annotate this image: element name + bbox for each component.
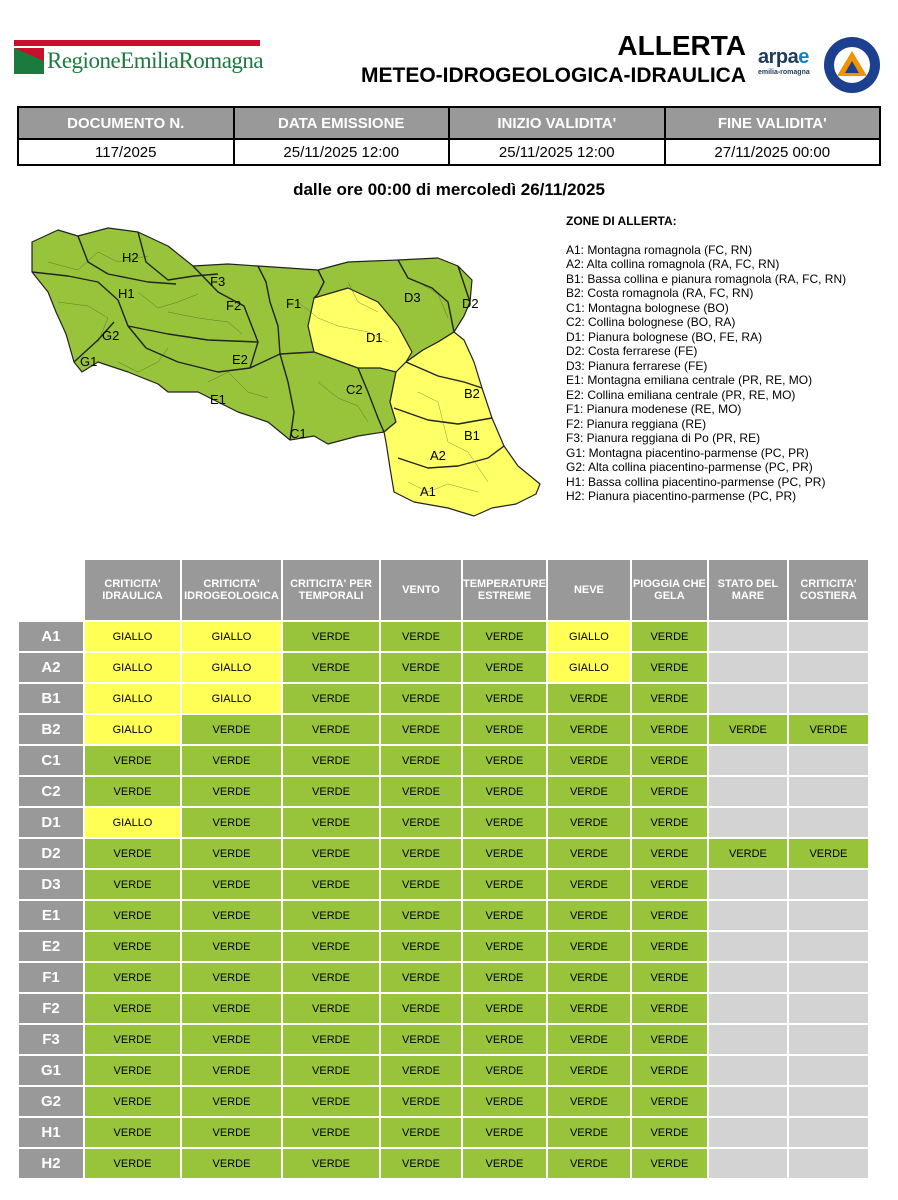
map-label-a2: A2	[430, 448, 446, 463]
risk-cell: VERDE	[547, 993, 631, 1024]
risk-cell: VERDE	[84, 931, 181, 962]
risk-cell: VERDE	[282, 1055, 380, 1086]
risk-row-a1	[18, 621, 869, 652]
risk-cell	[708, 745, 788, 776]
risk-row-e1	[18, 900, 869, 931]
risk-column-header-line: CRITICITA' PER	[290, 578, 372, 590]
risk-cell: VERDE	[181, 993, 282, 1024]
risk-cell: VERDE	[181, 1024, 282, 1055]
risk-cell: VERDE	[462, 745, 547, 776]
risk-cell: VERDE	[181, 1117, 282, 1148]
map-label-a1: A1	[420, 484, 436, 499]
zones-legend-item: A1: Montagna romagnola (FC, RN)	[566, 242, 753, 257]
map-label-h2: H2	[122, 250, 139, 265]
zones-legend-item: E1: Montagna emiliana centrale (PR, RE, MO)	[566, 373, 813, 387]
risk-cell: VERDE	[462, 652, 547, 683]
risk-cell: VERDE	[181, 900, 282, 931]
risk-column-header-line: COSTIERA	[800, 590, 857, 602]
risk-cell: VERDE	[462, 962, 547, 993]
risk-cell: VERDE	[380, 838, 462, 869]
risk-cell: VERDE	[547, 900, 631, 931]
risk-cell: VERDE	[181, 838, 282, 869]
risk-cell: VERDE	[181, 745, 282, 776]
risk-zone-label: F1	[18, 962, 84, 993]
risk-cell: VERDE	[631, 1055, 708, 1086]
risk-cell: VERDE	[547, 1024, 631, 1055]
risk-cell	[708, 652, 788, 683]
risk-column-header-line: NEVE	[573, 584, 604, 596]
risk-cell	[788, 1024, 869, 1055]
risk-cell: VERDE	[462, 1148, 547, 1179]
risk-cell: VERDE	[631, 1117, 708, 1148]
risk-row-f2	[18, 993, 869, 1024]
risk-cell	[788, 1148, 869, 1179]
risk-cell: VERDE	[547, 807, 631, 838]
risk-zone-label: D3	[18, 869, 84, 900]
risk-column-header-line: CRITICITA'	[104, 578, 161, 590]
risk-table-body	[18, 621, 869, 1179]
risk-row-f3	[18, 1024, 869, 1055]
risk-cell: VERDE	[788, 838, 869, 869]
risk-cell: VERDE	[282, 838, 380, 869]
risk-cell: VERDE	[380, 993, 462, 1024]
risk-cell: VERDE	[181, 962, 282, 993]
risk-zone-label: E2	[18, 931, 84, 962]
risk-zone-label: C2	[18, 776, 84, 807]
risk-cell	[788, 869, 869, 900]
risk-cell: VERDE	[708, 838, 788, 869]
risk-row-g2	[18, 1086, 869, 1117]
risk-column-header-line: ESTREME	[477, 590, 532, 602]
risk-cell: VERDE	[708, 714, 788, 745]
zones-legend-item: D1: Pianura bolognese (BO, FE, RA)	[566, 329, 763, 344]
risk-cell	[708, 869, 788, 900]
zones-legend-item: H2: Pianura piacentino-parmense (PC, PR)	[566, 489, 797, 503]
risk-cell: VERDE	[788, 714, 869, 745]
risk-cell	[788, 683, 869, 714]
zones-legend-item: F2: Pianura reggiana (RE)	[566, 416, 707, 431]
risk-cell: VERDE	[547, 869, 631, 900]
regione-emilia-romagna-logo	[14, 40, 264, 78]
risk-column-header	[181, 559, 282, 621]
risk-cell: VERDE	[631, 621, 708, 652]
risk-row-f1	[18, 962, 869, 993]
risk-cell: VERDE	[547, 683, 631, 714]
risk-zone-label: A1	[18, 621, 84, 652]
risk-cell: GIALLO	[84, 621, 181, 652]
risk-cell	[708, 621, 788, 652]
risk-cell: VERDE	[462, 869, 547, 900]
risk-cell: VERDE	[380, 683, 462, 714]
risk-cell: VERDE	[462, 776, 547, 807]
risk-column-header-line: GELA	[654, 590, 685, 602]
risk-column-header-line: VENTO	[402, 584, 440, 596]
zones-legend-item: B2: Costa romagnola (RA, FC, RN)	[566, 286, 754, 300]
risk-cell	[708, 1024, 788, 1055]
risk-column-header-line: IDROGEOLOGICA	[184, 590, 279, 602]
risk-zone-label: G2	[18, 1086, 84, 1117]
risk-cell	[708, 1086, 788, 1117]
risk-column-header	[708, 559, 788, 621]
risk-cell: VERDE	[181, 807, 282, 838]
map-label-b2: B2	[464, 386, 480, 401]
risk-row-e2	[18, 931, 869, 962]
risk-cell: VERDE	[84, 962, 181, 993]
risk-row-d1	[18, 807, 869, 838]
risk-column-header-line: TEMPERATURE	[463, 578, 546, 590]
document-info-header: DATA EMISSIONE	[234, 107, 450, 139]
risk-cell: VERDE	[380, 745, 462, 776]
risk-cell: VERDE	[282, 1024, 380, 1055]
map-label-d2: D2	[462, 296, 479, 311]
protezione-civile-logo-icon	[823, 36, 881, 94]
risk-cell	[788, 807, 869, 838]
risk-cell: VERDE	[547, 962, 631, 993]
map-label-c2: C2	[346, 382, 363, 397]
risk-cell: VERDE	[631, 683, 708, 714]
risk-cell: VERDE	[282, 776, 380, 807]
risk-cell: GIALLO	[181, 621, 282, 652]
risk-row-b2	[18, 714, 869, 745]
risk-cell: VERDE	[631, 1086, 708, 1117]
risk-cell: VERDE	[462, 683, 547, 714]
risk-cell: VERDE	[282, 1117, 380, 1148]
risk-cell: VERDE	[462, 621, 547, 652]
arpae-sub: emilia-romagna	[758, 69, 810, 76]
risk-cell: VERDE	[462, 1117, 547, 1148]
risk-cell: VERDE	[631, 776, 708, 807]
zones-legend-item: D3: Pianura ferrarese (FE)	[566, 358, 708, 373]
risk-cell	[708, 1055, 788, 1086]
risk-cell	[708, 1148, 788, 1179]
risk-cell: VERDE	[631, 807, 708, 838]
risk-cell: VERDE	[547, 931, 631, 962]
risk-cell: VERDE	[380, 1148, 462, 1179]
risk-cell: VERDE	[282, 652, 380, 683]
risk-cell: VERDE	[380, 869, 462, 900]
risk-column-header-line: MARE	[731, 590, 765, 602]
risk-cell	[788, 931, 869, 962]
risk-cell: VERDE	[547, 1148, 631, 1179]
risk-row-c2	[18, 776, 869, 807]
zones-legend-item: A2: Alta collina romagnola (RA, FC, RN)	[566, 257, 780, 271]
risk-cell	[788, 776, 869, 807]
risk-zone-label: F3	[18, 1024, 84, 1055]
risk-cell: GIALLO	[181, 683, 282, 714]
risk-cell: VERDE	[181, 776, 282, 807]
risk-cell: VERDE	[380, 962, 462, 993]
risk-cell: VERDE	[462, 807, 547, 838]
risk-cell: VERDE	[462, 714, 547, 745]
risk-cell	[788, 621, 869, 652]
risk-cell	[788, 900, 869, 931]
risk-cell: VERDE	[282, 962, 380, 993]
risk-zone-label: C1	[18, 745, 84, 776]
risk-cell: VERDE	[631, 745, 708, 776]
risk-cell: VERDE	[380, 714, 462, 745]
risk-cell: VERDE	[181, 1055, 282, 1086]
risk-zone-label: E1	[18, 900, 84, 931]
zones-legend-list	[566, 243, 886, 504]
risk-cell: VERDE	[380, 900, 462, 931]
risk-column-header-line: IDRAULICA	[102, 590, 163, 602]
risk-cell: VERDE	[84, 776, 181, 807]
risk-cell	[788, 993, 869, 1024]
risk-cell	[708, 1117, 788, 1148]
risk-column-header-line: STATO DEL	[717, 578, 779, 590]
risk-cell: VERDE	[282, 1086, 380, 1117]
logo-name: RegioneEmiliaRomagna	[47, 48, 264, 73]
risk-zone-label: A2	[18, 652, 84, 683]
document-info-value-row	[18, 139, 880, 165]
document-info-header-row	[18, 107, 880, 139]
arpae-word-b: e	[798, 46, 809, 68]
risk-cell	[788, 1117, 869, 1148]
risk-column-header	[380, 559, 462, 621]
risk-column-header	[631, 559, 708, 621]
logo-red-bar	[14, 40, 260, 46]
validity-title: dalle ore 00:00 di mercoledì 26/11/2025	[293, 180, 605, 199]
risk-cell: VERDE	[462, 900, 547, 931]
risk-cell: VERDE	[547, 745, 631, 776]
risk-cell: VERDE	[282, 745, 380, 776]
risk-cell: VERDE	[380, 1055, 462, 1086]
risk-cell: VERDE	[282, 931, 380, 962]
risk-row-c1	[18, 745, 869, 776]
risk-zone-label: D2	[18, 838, 84, 869]
risk-cell	[788, 962, 869, 993]
risk-cell: GIALLO	[547, 652, 631, 683]
risk-cell	[708, 962, 788, 993]
zones-legend-item: C1: Montagna bolognese (BO)	[566, 300, 729, 315]
risk-cell: VERDE	[547, 1117, 631, 1148]
risk-cell: VERDE	[462, 993, 547, 1024]
document-info-table	[17, 106, 881, 166]
risk-cell: VERDE	[282, 993, 380, 1024]
risk-cell: VERDE	[631, 869, 708, 900]
risk-cell: VERDE	[631, 962, 708, 993]
risk-cell: VERDE	[181, 931, 282, 962]
risk-cell	[708, 993, 788, 1024]
risk-cell: GIALLO	[84, 652, 181, 683]
zones-legend-item: F1: Pianura modenese (RE, MO)	[566, 402, 742, 416]
risk-cell: VERDE	[84, 1148, 181, 1179]
risk-zone-label: G1	[18, 1055, 84, 1086]
risk-column-header	[547, 559, 631, 621]
risk-cell: VERDE	[84, 869, 181, 900]
page-subtitle: METEO-IDROGEOLOGICA-IDRAULICA	[361, 64, 746, 87]
risk-cell: VERDE	[462, 1055, 547, 1086]
risk-cell: VERDE	[380, 931, 462, 962]
risk-zone-label: H1	[18, 1117, 84, 1148]
risk-row-d2	[18, 838, 869, 869]
risk-cell: VERDE	[84, 993, 181, 1024]
risk-cell	[788, 1086, 869, 1117]
risk-column-header	[84, 559, 181, 621]
risk-cell	[708, 900, 788, 931]
document-info-value: 27/11/2025 00:00	[665, 139, 881, 165]
zones-legend-item: G1: Montagna piacentino-parmense (PC, PR)	[566, 445, 809, 460]
risk-column-header	[462, 559, 547, 621]
risk-cell: GIALLO	[547, 621, 631, 652]
risk-cell: VERDE	[380, 652, 462, 683]
risk-cell: VERDE	[282, 714, 380, 745]
risk-cell: VERDE	[380, 776, 462, 807]
zones-legend-item: E2: Collina emiliana centrale (PR, RE, MO)	[566, 387, 796, 402]
risk-cell: VERDE	[84, 1117, 181, 1148]
risk-cell	[708, 776, 788, 807]
risk-row-d3	[18, 869, 869, 900]
risk-cell: VERDE	[631, 931, 708, 962]
risk-cell: VERDE	[631, 838, 708, 869]
risk-zone-label: D1	[18, 807, 84, 838]
risk-row-a2	[18, 652, 869, 683]
zones-legend-title: ZONE DI ALLERTA:	[566, 214, 677, 228]
risk-cell: VERDE	[84, 745, 181, 776]
risk-cell: GIALLO	[181, 652, 282, 683]
risk-cell: VERDE	[547, 1055, 631, 1086]
risk-cell: VERDE	[462, 1086, 547, 1117]
risk-cell: VERDE	[380, 807, 462, 838]
risk-cell: VERDE	[631, 1024, 708, 1055]
risk-cell: VERDE	[631, 900, 708, 931]
map-label-f1: F1	[286, 296, 302, 311]
risk-row-h2	[18, 1148, 869, 1179]
risk-cell: VERDE	[282, 1148, 380, 1179]
zones-legend-item: F3: Pianura reggiana di Po (PR, RE)	[566, 431, 761, 445]
risk-column-header-line: CRITICITA'	[800, 578, 857, 590]
risk-cell: VERDE	[84, 1055, 181, 1086]
map-label-e2: E2	[232, 352, 248, 367]
risk-cell: VERDE	[84, 1024, 181, 1055]
document-info-value: 25/11/2025 12:00	[234, 139, 450, 165]
map-label-f2: F2	[226, 298, 242, 313]
risk-column-header-line: TEMPORALI	[298, 590, 364, 602]
document-info-header: FINE VALIDITA'	[665, 107, 881, 139]
page-title: ALLERTA	[617, 30, 746, 61]
map-label-d1: D1	[366, 330, 383, 345]
risk-row-g1	[18, 1055, 869, 1086]
risk-cell: VERDE	[181, 1148, 282, 1179]
zones-legend-item: H1: Bassa collina piacentino-parmense (PC, PR)	[566, 474, 826, 489]
risk-column-header	[788, 559, 869, 621]
risk-cell: VERDE	[631, 1148, 708, 1179]
map-label-h1: H1	[118, 286, 135, 301]
risk-zone-label: H2	[18, 1148, 84, 1179]
risk-cell: VERDE	[462, 931, 547, 962]
risk-cell: VERDE	[84, 1086, 181, 1117]
map-label-g1: G1	[80, 354, 98, 369]
risk-column-header-line: PIOGGIA CHE	[632, 578, 706, 590]
risk-table-corner	[18, 559, 84, 621]
risk-cell: VERDE	[84, 838, 181, 869]
risk-cell: VERDE	[631, 993, 708, 1024]
risk-cell: VERDE	[380, 1024, 462, 1055]
risk-column-header-line: CRITICITA'	[203, 578, 260, 590]
risk-zone-label: B2	[18, 714, 84, 745]
risk-cell	[708, 807, 788, 838]
risk-cell	[788, 745, 869, 776]
risk-cell: VERDE	[547, 776, 631, 807]
risk-table	[17, 558, 870, 1180]
risk-cell: VERDE	[181, 869, 282, 900]
risk-cell: GIALLO	[84, 714, 181, 745]
arpae-word-a: arpa	[758, 46, 799, 68]
risk-zone-label: B1	[18, 683, 84, 714]
risk-row-b1	[18, 683, 869, 714]
risk-cell: VERDE	[462, 1024, 547, 1055]
zones-legend-item: B1: Bassa collina e pianura romagnola (RA, FC, RN)	[566, 271, 847, 286]
map-label-f3: F3	[210, 274, 226, 289]
document-info-value: 25/11/2025 12:00	[449, 139, 665, 165]
map-label-e1: E1	[210, 392, 226, 407]
map-label-b1: B1	[464, 428, 480, 443]
map-label-c1: C1	[290, 426, 307, 441]
risk-cell: VERDE	[631, 714, 708, 745]
logo-flag-icon	[14, 48, 44, 74]
risk-cell: VERDE	[282, 869, 380, 900]
risk-cell: VERDE	[380, 1117, 462, 1148]
zones-legend-item: D2: Costa ferrarese (FE)	[566, 344, 698, 358]
risk-cell: VERDE	[181, 714, 282, 745]
arpae-logo	[758, 47, 820, 81]
risk-row-h1	[18, 1117, 869, 1148]
zones-legend	[566, 214, 886, 504]
risk-cell	[708, 683, 788, 714]
document-info-header: DOCUMENTO N.	[18, 107, 234, 139]
risk-cell: VERDE	[181, 1086, 282, 1117]
risk-cell: VERDE	[84, 900, 181, 931]
risk-cell: GIALLO	[84, 683, 181, 714]
risk-cell: VERDE	[282, 807, 380, 838]
risk-cell	[788, 652, 869, 683]
risk-cell: VERDE	[547, 1086, 631, 1117]
risk-cell: VERDE	[380, 1086, 462, 1117]
map-label-g2: G2	[102, 328, 120, 343]
risk-cell: VERDE	[282, 683, 380, 714]
risk-column-header	[282, 559, 380, 621]
zones-legend-item: G2: Alta collina piacentino-parmense (PC, PR)	[566, 460, 813, 474]
document-info-header: INIZIO VALIDITA'	[449, 107, 665, 139]
risk-cell: GIALLO	[84, 807, 181, 838]
risk-cell: VERDE	[282, 900, 380, 931]
risk-cell: VERDE	[547, 714, 631, 745]
risk-table-header-row	[18, 559, 869, 621]
document-info-value: 117/2025	[18, 139, 234, 165]
risk-zone-label: F2	[18, 993, 84, 1024]
risk-cell	[788, 1055, 869, 1086]
risk-cell: VERDE	[282, 621, 380, 652]
map-label-d3: D3	[404, 290, 421, 305]
risk-cell: VERDE	[380, 621, 462, 652]
zones-legend-item: C2: Collina bolognese (BO, RA)	[566, 315, 736, 329]
risk-cell	[708, 931, 788, 962]
risk-cell: VERDE	[631, 652, 708, 683]
risk-cell: VERDE	[462, 838, 547, 869]
risk-cell: VERDE	[547, 838, 631, 869]
alert-zones-map	[18, 222, 550, 522]
